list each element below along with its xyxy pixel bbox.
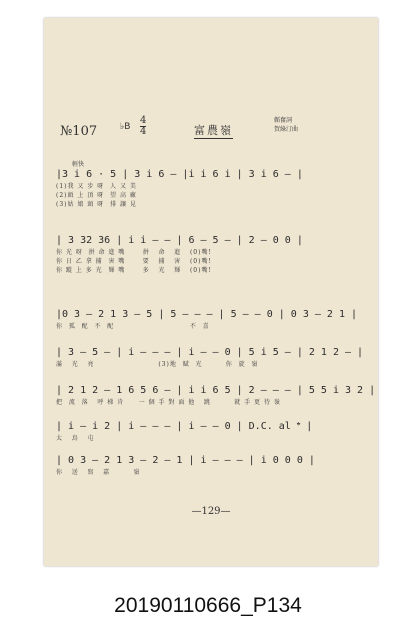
lyric-line: 你 送 寫 嘉 嶺 <box>56 469 141 476</box>
song-number: №107 <box>60 124 98 139</box>
composer: 賀綠汀曲 <box>274 126 299 133</box>
lyricist: 韜奮詞 <box>274 117 293 124</box>
lyric-line: 你 蹤 上 多 光 輝 嘴 多 光 輝 (0)嘴! <box>56 267 212 274</box>
lyric-line: 太 鳥 屯 <box>56 435 95 442</box>
notation-line: |3 i 6 · 5 | 3 i 6 — |i i 6 i | 3 i 6 — | <box>56 169 303 180</box>
notation-line: | i — i 2 | i — — — | i — — 0 | D.C. al 𝄌 | <box>56 421 313 432</box>
staff-row-2 <box>56 234 370 275</box>
lyric-line: 你 孤 配 不 配 不 喜 <box>56 323 210 330</box>
lyric-line: 把 流 落 呼 梯 肯 一 個 手 對 面 他 跳 就 手 更 待 嶺 <box>56 399 281 406</box>
song-header <box>44 114 378 154</box>
staff-row-6 <box>56 420 370 443</box>
lyric-line: 你 日 乙 拿 捕 害 嘴 要 捕 害 (0)嘴! <box>56 258 212 265</box>
notation-line: | 2 1 2 — 1 6 5 6 — | i i 6 5 | 2 — — — | 5 5 i 3 2 | <box>56 385 376 396</box>
lyric-line: 你 光 呀 拼 命 進 嘴 拼 命 進 (0)嘴! <box>56 249 212 256</box>
image-caption: 20190110666_P134 <box>114 594 302 617</box>
staff-row-7 <box>56 454 370 477</box>
page-number: —129— <box>191 506 231 517</box>
time-signature <box>140 116 146 137</box>
notation-line: |0 3 — 2 1 3 — 5 | 5 — — — | 5 — — 0 | 0 3 — 2 1 | <box>56 309 358 320</box>
time-top: 4 <box>140 115 147 126</box>
lyric-line: (3)姑 娘 頭 呀 排 讓 見 <box>56 201 137 208</box>
notation-line: | 3 — 5 — | i — — — | i — — 0 | 5 i 5 — | 2 1 2 — | <box>56 347 364 358</box>
score-page <box>44 18 378 566</box>
time-bottom: 4 <box>140 126 147 137</box>
notation-line: | 3 32 36 | i i — — | 6 — 5 — | 2 — 0 0 | <box>56 235 303 246</box>
song-credits <box>274 116 298 134</box>
song-title: 富農嶺 <box>194 124 233 137</box>
notation-line: | 0 3 — 2 1 3 — 2 — 1 | i — — — | i 0 0 0 | <box>56 455 315 466</box>
key-signature: ♭B <box>120 122 131 132</box>
staff-row-5 <box>56 384 376 407</box>
lyric-line: (1)我 又 步 呀 人 又 美 <box>56 183 137 190</box>
staff-row-4 <box>56 346 370 369</box>
staff-row-3 <box>56 308 370 331</box>
lyric-line: 滿 光 亮 (3)地 賦 光 你 旋 嶺 <box>56 361 259 368</box>
staff-row-1 <box>56 168 370 209</box>
tempo-marking: 輕快 <box>72 161 85 168</box>
lyric-line: (2)頭 上 頂 呀 望 高 廠 <box>56 192 137 199</box>
